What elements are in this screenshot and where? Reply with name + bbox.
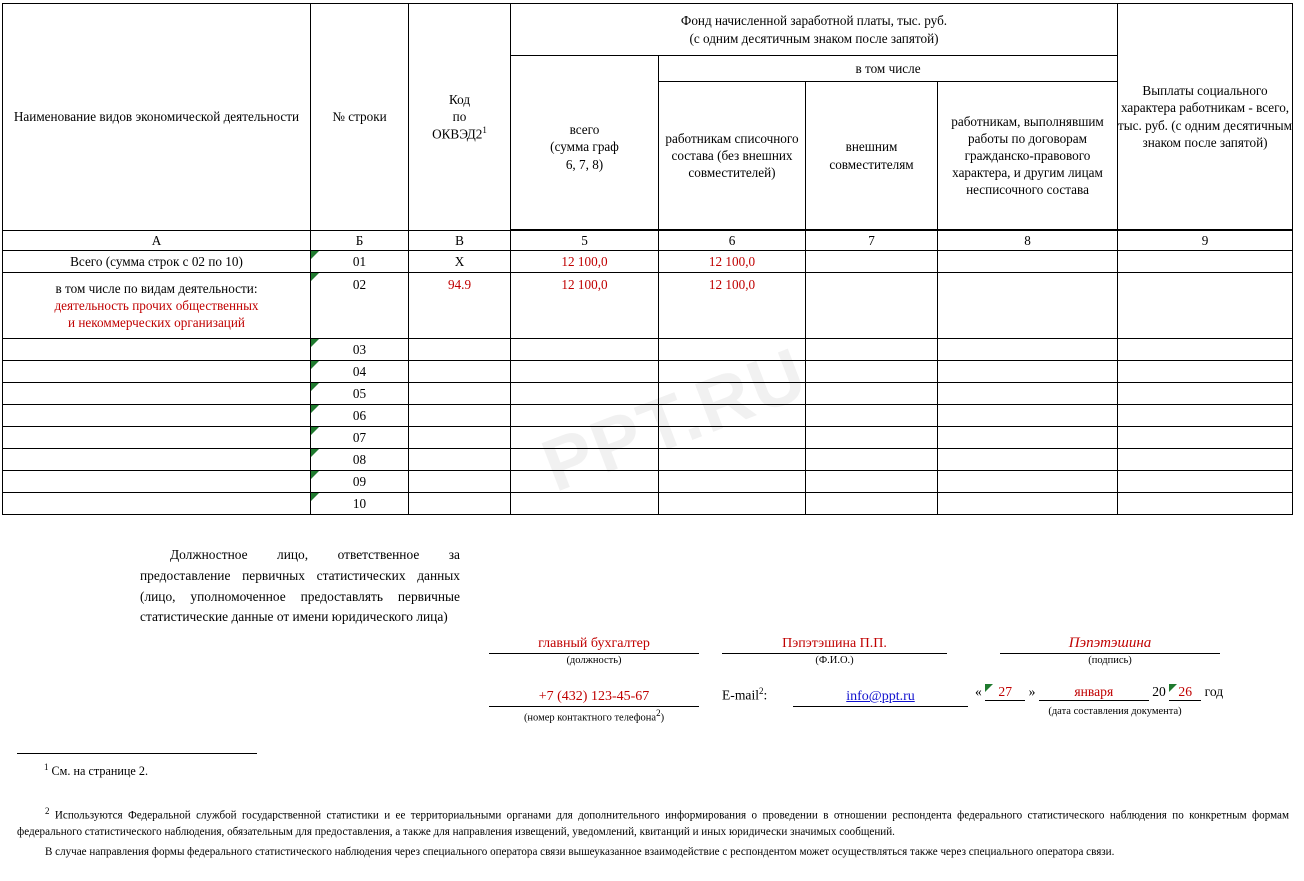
header-col-v-line3 (409, 125, 510, 143)
row-okved-value: X (454, 253, 465, 269)
header-col-7 (806, 82, 938, 230)
phone-caption (489, 707, 699, 725)
row-col9-cell[interactable] (1118, 339, 1293, 361)
signature-caption: (подпись) (1088, 655, 1132, 666)
row-col7-cell[interactable] (806, 493, 938, 515)
row-col6-value: 12 100,0 (708, 277, 756, 292)
row-name-line1: в том числе по видам деятельности: (55, 280, 258, 296)
email-label-colon: : (763, 687, 768, 703)
row-col8-cell[interactable] (938, 427, 1118, 449)
row-col8-cell[interactable] (938, 339, 1118, 361)
row-okved-cell[interactable] (409, 273, 511, 339)
row-col6-cell[interactable] (659, 273, 806, 339)
responsible-official-text: Должностное лицо, ответственное за предоставление первичных статистических данных (лицо, уполномоченное предоставлять первичные статистические данные от имени юридического лица) (140, 547, 460, 625)
header-fund-group (511, 4, 1118, 56)
row-col7-cell[interactable] (806, 427, 938, 449)
date-day-input[interactable]: 27 (985, 684, 1025, 701)
economic-activity-table (2, 3, 1293, 515)
row-name-cell[interactable] (3, 251, 311, 273)
footnote-1 (44, 762, 148, 779)
row-okved-cell[interactable] (409, 427, 511, 449)
row-number: 08 (352, 451, 367, 467)
row-okved-cell[interactable] (409, 251, 511, 273)
row-col6-cell[interactable] (659, 471, 806, 493)
row-number: 10 (352, 495, 367, 511)
table-row (3, 493, 1293, 515)
row-col5-value: 12 100,0 (561, 277, 608, 292)
table-row (3, 449, 1293, 471)
header-col-v (409, 4, 511, 231)
table-row (3, 471, 1293, 493)
row-name-line3: и некоммерческих организаций (68, 315, 245, 331)
row-col7-cell[interactable] (806, 383, 938, 405)
row-okved-cell[interactable] (409, 405, 511, 427)
row-col8-cell[interactable] (938, 273, 1118, 339)
fio-value[interactable]: Пэпэтэшина П.П. (722, 633, 947, 654)
footnote-ref-2: 2 (656, 708, 661, 718)
table-row (3, 383, 1293, 405)
header-col-v-line1: Код (448, 92, 471, 108)
row-col9-cell[interactable] (1118, 449, 1293, 471)
header-fund-line1: Фонд начисленной заработной платы, тыс. руб. (680, 13, 948, 29)
row-number-cell (311, 427, 409, 449)
row-number-cell (311, 449, 409, 471)
row-col9-cell[interactable] (1118, 361, 1293, 383)
header-col-b-label: № строки (332, 109, 387, 125)
row-number: 07 (352, 429, 367, 445)
row-col6-cell[interactable] (659, 405, 806, 427)
phone-value[interactable]: +7 (432) 123-45-67 (489, 686, 699, 707)
row-okved-cell[interactable] (409, 339, 511, 361)
row-name-line2: деятельность прочих общественных (54, 297, 259, 313)
header-vtom-chisle (659, 56, 1118, 82)
position-field (489, 633, 699, 668)
row-name-cell[interactable] (3, 361, 311, 383)
header-col-5-line3: 6, 7, 8) (565, 156, 604, 172)
header-fund-line2: (с одним десятичным знаком после запятой) (689, 30, 939, 46)
row-col9-cell[interactable] (1118, 273, 1293, 339)
row-col8-cell[interactable] (938, 471, 1118, 493)
row-col6-cell[interactable] (659, 251, 806, 273)
row-number-cell (311, 383, 409, 405)
row-col7-cell[interactable] (806, 273, 938, 339)
row-number: 09 (352, 473, 367, 489)
row-col5-cell[interactable] (511, 251, 659, 273)
footnote-divider (17, 753, 257, 754)
date-caption: (дата составления документа) (1048, 706, 1182, 717)
footnote-2-para-2 (17, 844, 1289, 860)
row-okved-cell[interactable] (409, 383, 511, 405)
fio-field (722, 633, 947, 668)
email-value[interactable]: info@ppt.ru (793, 686, 968, 707)
row-col7-cell[interactable] (806, 251, 938, 273)
row-name-cell[interactable] (3, 273, 311, 339)
letter-b: Б (311, 231, 409, 251)
email-field (793, 686, 968, 707)
header-col-9-label: Выплаты социального характера работникам - всего, тыс. руб. (с одним десятичным знаком после запятой) (1118, 83, 1292, 150)
row-name-cell[interactable] (3, 405, 311, 427)
footnote-2-para-1 (17, 805, 1289, 840)
row-okved-cell[interactable] (409, 471, 511, 493)
row-col5-cell[interactable] (511, 405, 659, 427)
row-col8-cell[interactable] (938, 251, 1118, 273)
row-col9-cell[interactable] (1118, 383, 1293, 405)
row-col6-cell[interactable] (659, 383, 806, 405)
letter-6: 6 (659, 231, 806, 251)
date-quote-close: » (1028, 684, 1036, 699)
row-col9-cell[interactable] (1118, 493, 1293, 515)
row-col7-cell[interactable] (806, 405, 938, 427)
table-row (3, 427, 1293, 449)
row-col5-cell[interactable] (511, 427, 659, 449)
letter-8: 8 (938, 231, 1118, 251)
row-name-cell[interactable] (3, 383, 311, 405)
date-year-prefix: 20 (1152, 684, 1166, 699)
row-number-cell (311, 251, 409, 273)
row-col9-cell[interactable] (1118, 471, 1293, 493)
row-okved-cell[interactable] (409, 449, 511, 471)
row-col8-cell[interactable] (938, 493, 1118, 515)
row-name-cell[interactable] (3, 427, 311, 449)
letter-5: 5 (511, 231, 659, 251)
row-col5-value: 12 100,0 (561, 253, 608, 269)
row-number: 01 (352, 253, 367, 269)
header-col-v-line2: по (452, 109, 467, 125)
row-number-cell (311, 493, 409, 515)
row-number: 04 (352, 363, 367, 379)
header-vtom-chisle-label: в том числе (855, 60, 921, 76)
phone-caption-main: (номер контактного телефона (523, 712, 657, 724)
phone-field (489, 686, 699, 725)
row-col5-cell[interactable] (511, 383, 659, 405)
header-col-8-label: работникам, выполнявшим работы по договорам гражданско-правового характера, и другим лицам несписочного состава (951, 113, 1104, 198)
header-col-a-label: Наименование видов экономической деятельности (13, 109, 300, 125)
row-col6-cell[interactable] (659, 427, 806, 449)
header-col-9 (1118, 4, 1293, 230)
row-name-line1: Всего (сумма строк с 02 по 10) (70, 253, 243, 269)
ppt-ru-watermark: PPT.RU (531, 331, 818, 508)
header-col-5 (511, 56, 659, 230)
table-row (3, 405, 1293, 427)
row-number: 06 (352, 407, 367, 423)
letter-v: В (409, 231, 511, 251)
row-okved-cell[interactable] (409, 493, 511, 515)
row-col7-cell[interactable] (806, 471, 938, 493)
date-year-input[interactable]: 26 (1169, 684, 1201, 701)
footnote-2-text-2: В случае направления формы федерального статистического наблюдения через специального оператора связи вышеуказанное взаимодействие с респондентом может осуществляться также через специального оператора связи. (45, 845, 1115, 858)
row-col5-cell[interactable] (511, 449, 659, 471)
row-col5-cell[interactable] (511, 471, 659, 493)
row-col8-cell[interactable] (938, 405, 1118, 427)
phone-caption-end: ) (660, 712, 665, 724)
row-col8-cell[interactable] (938, 361, 1118, 383)
footnote-1-text: См. на странице 2. (51, 764, 149, 779)
row-col5-cell[interactable] (511, 493, 659, 515)
header-col-6 (659, 82, 806, 230)
row-number-cell (311, 273, 409, 339)
position-caption: (должность) (566, 655, 622, 666)
row-number: 02 (352, 277, 367, 292)
row-col9-cell[interactable] (1118, 251, 1293, 273)
table-row (3, 273, 1293, 339)
header-col-5-line2: (сумма граф (550, 139, 619, 155)
row-col8-cell[interactable] (938, 383, 1118, 405)
row-col8-cell[interactable] (938, 449, 1118, 471)
date-quote-open: « (975, 684, 982, 699)
position-value[interactable]: главный бухгалтер (489, 633, 699, 654)
footnote-1-marker: 1 (44, 762, 49, 772)
email-label-text: E-mail (722, 687, 759, 703)
row-col6-cell[interactable] (659, 339, 806, 361)
row-col7-cell[interactable] (806, 449, 938, 471)
row-col6-cell[interactable] (659, 449, 806, 471)
row-name-cell[interactable] (3, 493, 311, 515)
header-col-v-okved: ОКВЭД2 (432, 126, 483, 142)
footnote-ref-1: 1 (482, 125, 487, 136)
row-okved-cell[interactable] (409, 361, 511, 383)
signature-field (1000, 633, 1220, 668)
row-number-cell (311, 471, 409, 493)
date-year-suffix: год (1204, 684, 1224, 699)
footnote-2-marker: 2 (45, 806, 50, 816)
footnote-2 (17, 805, 1289, 860)
signature-value[interactable]: Пэпэтэшина (1000, 633, 1220, 654)
letter-7: 7 (806, 231, 938, 251)
row-name-cell[interactable] (3, 339, 311, 361)
letter-a: А (3, 231, 311, 251)
row-col6-cell[interactable] (659, 361, 806, 383)
row-col5-cell[interactable] (511, 361, 659, 383)
footnote-2-text-1: Используются Федеральной службой государственной статистики и ее территориальными органами для дополнительного информирования о проведении в отношении респондента федерального статистического наблюдения по конкретным формам федерального статистического наблюдения, обязательным для предоставления, а также для направления извещений, уведомлений, квитанций и иных юридически значимых сообщений. (17, 809, 1289, 838)
row-col7-cell[interactable] (806, 339, 938, 361)
row-col5-cell[interactable] (511, 339, 659, 361)
footnote-ref-2: 2 (759, 686, 764, 696)
row-number-cell (311, 361, 409, 383)
header-col-6-label: работникам списочного состава (без внешних совместителей) (665, 130, 799, 181)
row-col9-cell[interactable] (1118, 405, 1293, 427)
row-col5-cell[interactable] (511, 273, 659, 339)
row-okved-value: 94.9 (447, 277, 472, 292)
fio-caption: (Ф.И.О.) (815, 655, 854, 666)
table-row (3, 361, 1293, 383)
row-name-cell[interactable] (3, 449, 311, 471)
row-col6-value: 12 100,0 (708, 253, 756, 269)
row-number-cell (311, 339, 409, 361)
header-col-b (311, 4, 409, 231)
row-number: 05 (352, 385, 367, 401)
row-number-cell (311, 405, 409, 427)
row-col7-cell[interactable] (806, 361, 938, 383)
row-number: 03 (352, 341, 367, 357)
header-col-8 (938, 82, 1118, 230)
row-col9-cell[interactable] (1118, 427, 1293, 449)
header-col-7-label: внешним совместителям (829, 139, 914, 172)
header-col-5-line1: всего (569, 122, 600, 138)
row-name-cell[interactable] (3, 471, 311, 493)
header-col-a (3, 4, 311, 231)
row-col6-cell[interactable] (659, 493, 806, 515)
table-row (3, 339, 1293, 361)
column-letters-row (3, 231, 1293, 251)
signature-block (0, 540, 1304, 740)
table-row (3, 251, 1293, 273)
date-month-input[interactable]: января (1039, 684, 1149, 701)
letter-9: 9 (1118, 231, 1293, 251)
